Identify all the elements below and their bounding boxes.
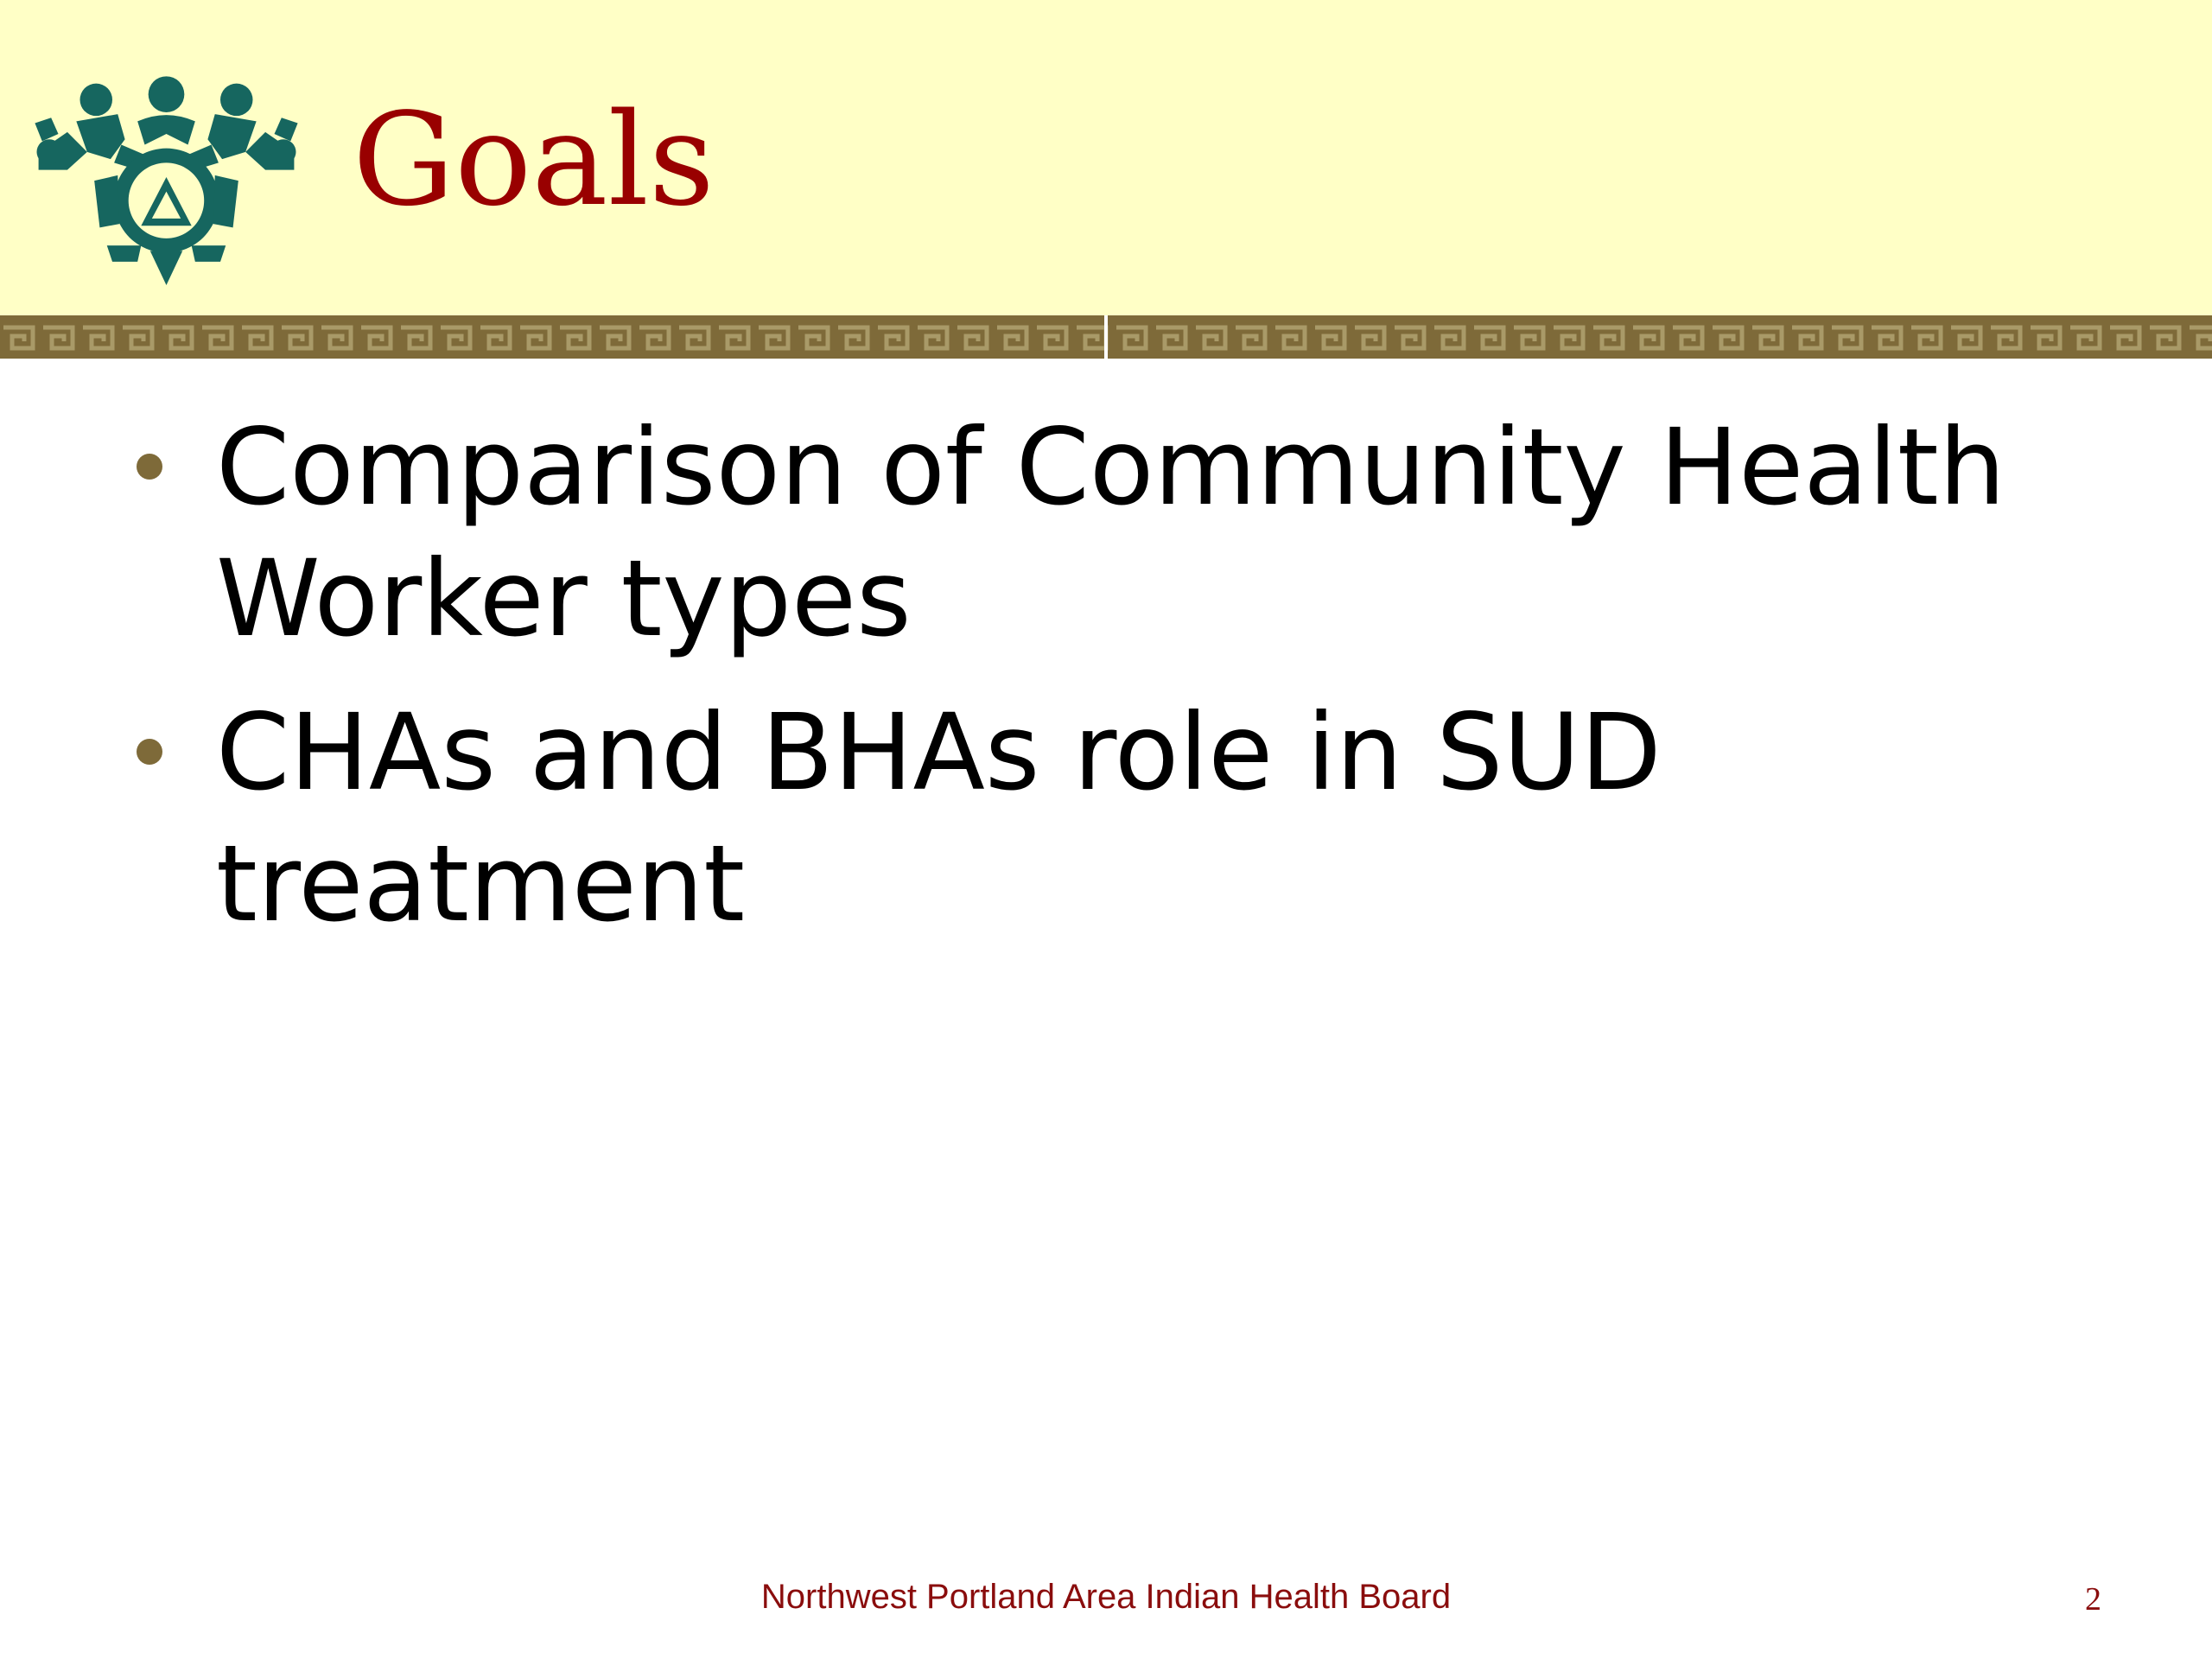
- bullet-text: Comparison of Community Health Worker types: [216, 406, 2006, 660]
- greek-key-border-icon: [0, 315, 2212, 359]
- decorative-border: [0, 315, 2212, 359]
- slide-title: Goals: [353, 86, 715, 234]
- slide-number: 2: [2085, 1581, 2101, 1618]
- bullet-icon: [137, 454, 162, 480]
- bullet-icon: [137, 739, 162, 765]
- bullet-item: [130, 402, 2117, 664]
- bullet-item: [130, 687, 2117, 950]
- slide-header: [0, 0, 2212, 315]
- footer-organization: Northwest Portland Area Indian Health Board: [760, 1578, 1452, 1616]
- bullet-text: CHAs and BHAs role in SUD treatment: [216, 691, 1662, 945]
- organization-logo-icon: [30, 69, 302, 285]
- slide-body: [130, 402, 2117, 972]
